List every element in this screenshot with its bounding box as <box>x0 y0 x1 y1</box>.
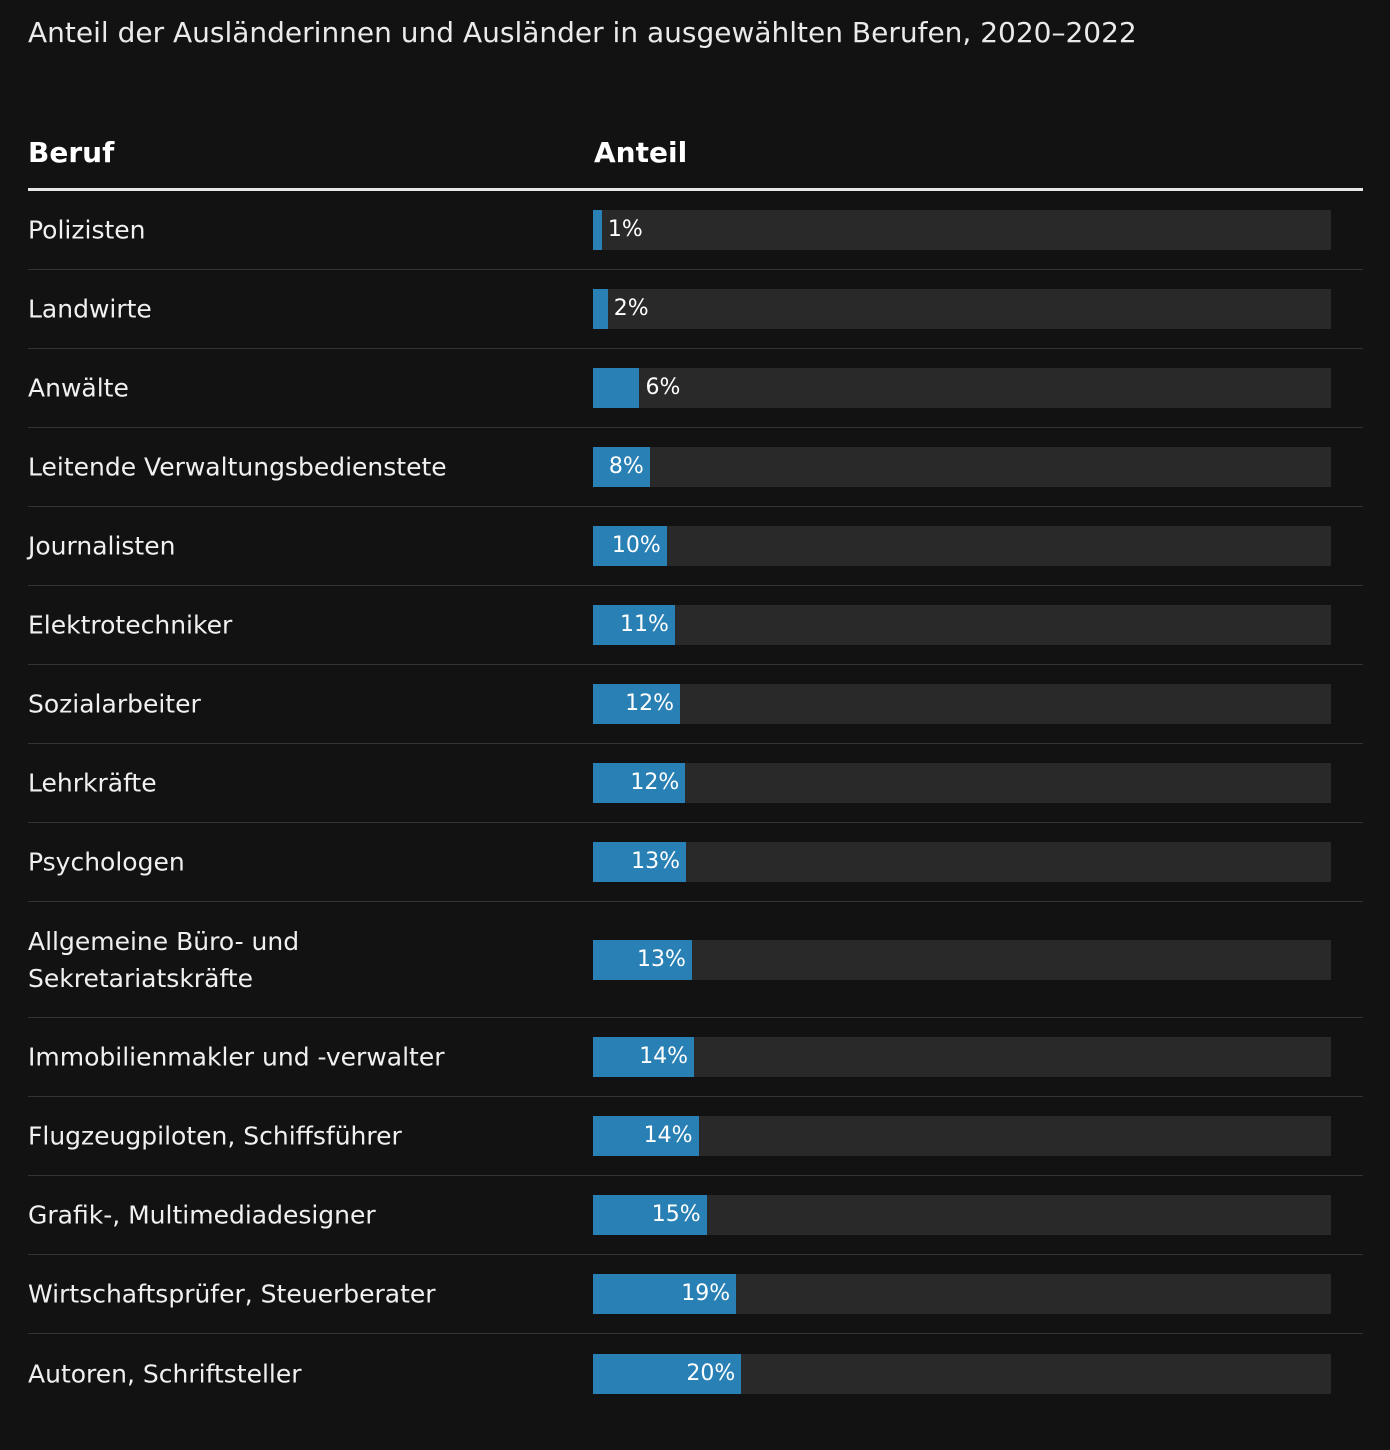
table-row <box>28 665 1363 744</box>
column-header-anteil: Anteil <box>594 136 688 169</box>
bar-value-label: 13% <box>631 849 680 874</box>
bar-track <box>593 526 1331 566</box>
row-label: Landwirte <box>28 294 152 324</box>
table-row <box>28 191 1363 270</box>
bar-fill <box>593 368 639 408</box>
bar-track <box>593 684 1331 724</box>
bar-value-label: 14% <box>643 1123 693 1148</box>
table-row <box>28 1176 1363 1255</box>
bar-value-label: 12% <box>630 770 680 795</box>
bar-value-label: 2% <box>613 296 649 321</box>
bar-fill <box>593 210 602 250</box>
row-label: Anwälte <box>28 373 129 403</box>
row-label: Allgemeine Büro- und Sekretariatskräfte <box>28 926 300 993</box>
bar-value-label: 6% <box>645 375 681 400</box>
row-label: Flugzeugpiloten, Schiffsführer <box>28 1121 402 1151</box>
bar-track <box>593 210 1331 250</box>
table-row <box>28 428 1363 507</box>
table-row <box>28 823 1363 902</box>
bar-value-label: 1% <box>607 217 643 242</box>
table-row <box>28 744 1363 823</box>
table-row <box>28 1097 1363 1176</box>
table-body <box>28 191 1363 1413</box>
table-row <box>28 349 1363 428</box>
bar-value-label: 13% <box>636 946 686 972</box>
bar-track <box>593 1274 1331 1314</box>
column-header-beruf: Beruf <box>28 136 115 169</box>
bar-track <box>593 1037 1331 1077</box>
bar-track <box>593 1116 1331 1156</box>
bar-value-label: 14% <box>639 1044 689 1069</box>
bar-track <box>593 842 1331 882</box>
bar-track <box>593 940 1331 980</box>
row-label: Autoren, Schriftsteller <box>28 1359 302 1388</box>
bar-table <box>28 130 1363 1413</box>
table-row <box>28 507 1363 586</box>
row-label: Journalisten <box>28 531 176 561</box>
bar-track <box>593 605 1331 645</box>
bar-track <box>593 1354 1331 1394</box>
row-label: Polizisten <box>28 215 146 245</box>
table-row <box>28 1334 1363 1413</box>
bar-track <box>593 1195 1331 1235</box>
bar-track <box>593 763 1331 803</box>
bar-value-label: 10% <box>611 533 661 558</box>
table-row <box>28 270 1363 349</box>
row-label: Lehrkräfte <box>28 768 157 798</box>
table-row <box>28 586 1363 665</box>
row-label: Sozialarbeiter <box>28 689 201 719</box>
bar-track <box>593 368 1331 408</box>
table-header <box>28 130 1363 191</box>
chart-title: Anteil der Ausländerinnen und Ausländer in ausgewählten Berufen, 2020–2022 <box>28 16 1137 49</box>
bar-fill <box>593 289 608 329</box>
bar-value-label: 8% <box>608 454 644 479</box>
row-label: Immobilienmakler und -verwalter <box>28 1042 445 1072</box>
row-label: Grafik-, Multimediadesigner <box>28 1200 376 1230</box>
bar-value-label: 19% <box>681 1281 731 1306</box>
table-row <box>28 1255 1363 1334</box>
bar-value-label: 20% <box>686 1360 736 1386</box>
bar-track <box>593 447 1331 487</box>
row-label: Psychologen <box>28 847 185 877</box>
bar-track <box>593 289 1331 329</box>
bar-value-label: 15% <box>651 1202 701 1227</box>
row-label: Wirtschaftsprüfer, Steuerberater <box>28 1279 436 1309</box>
row-label: Elektrotechniker <box>28 610 233 640</box>
table-row <box>28 902 1363 1018</box>
row-label: Leitende Verwaltungsbedienstete <box>28 452 447 482</box>
bar-value-label: 11% <box>620 612 669 637</box>
bar-value-label: 12% <box>625 691 675 716</box>
table-row <box>28 1018 1363 1097</box>
